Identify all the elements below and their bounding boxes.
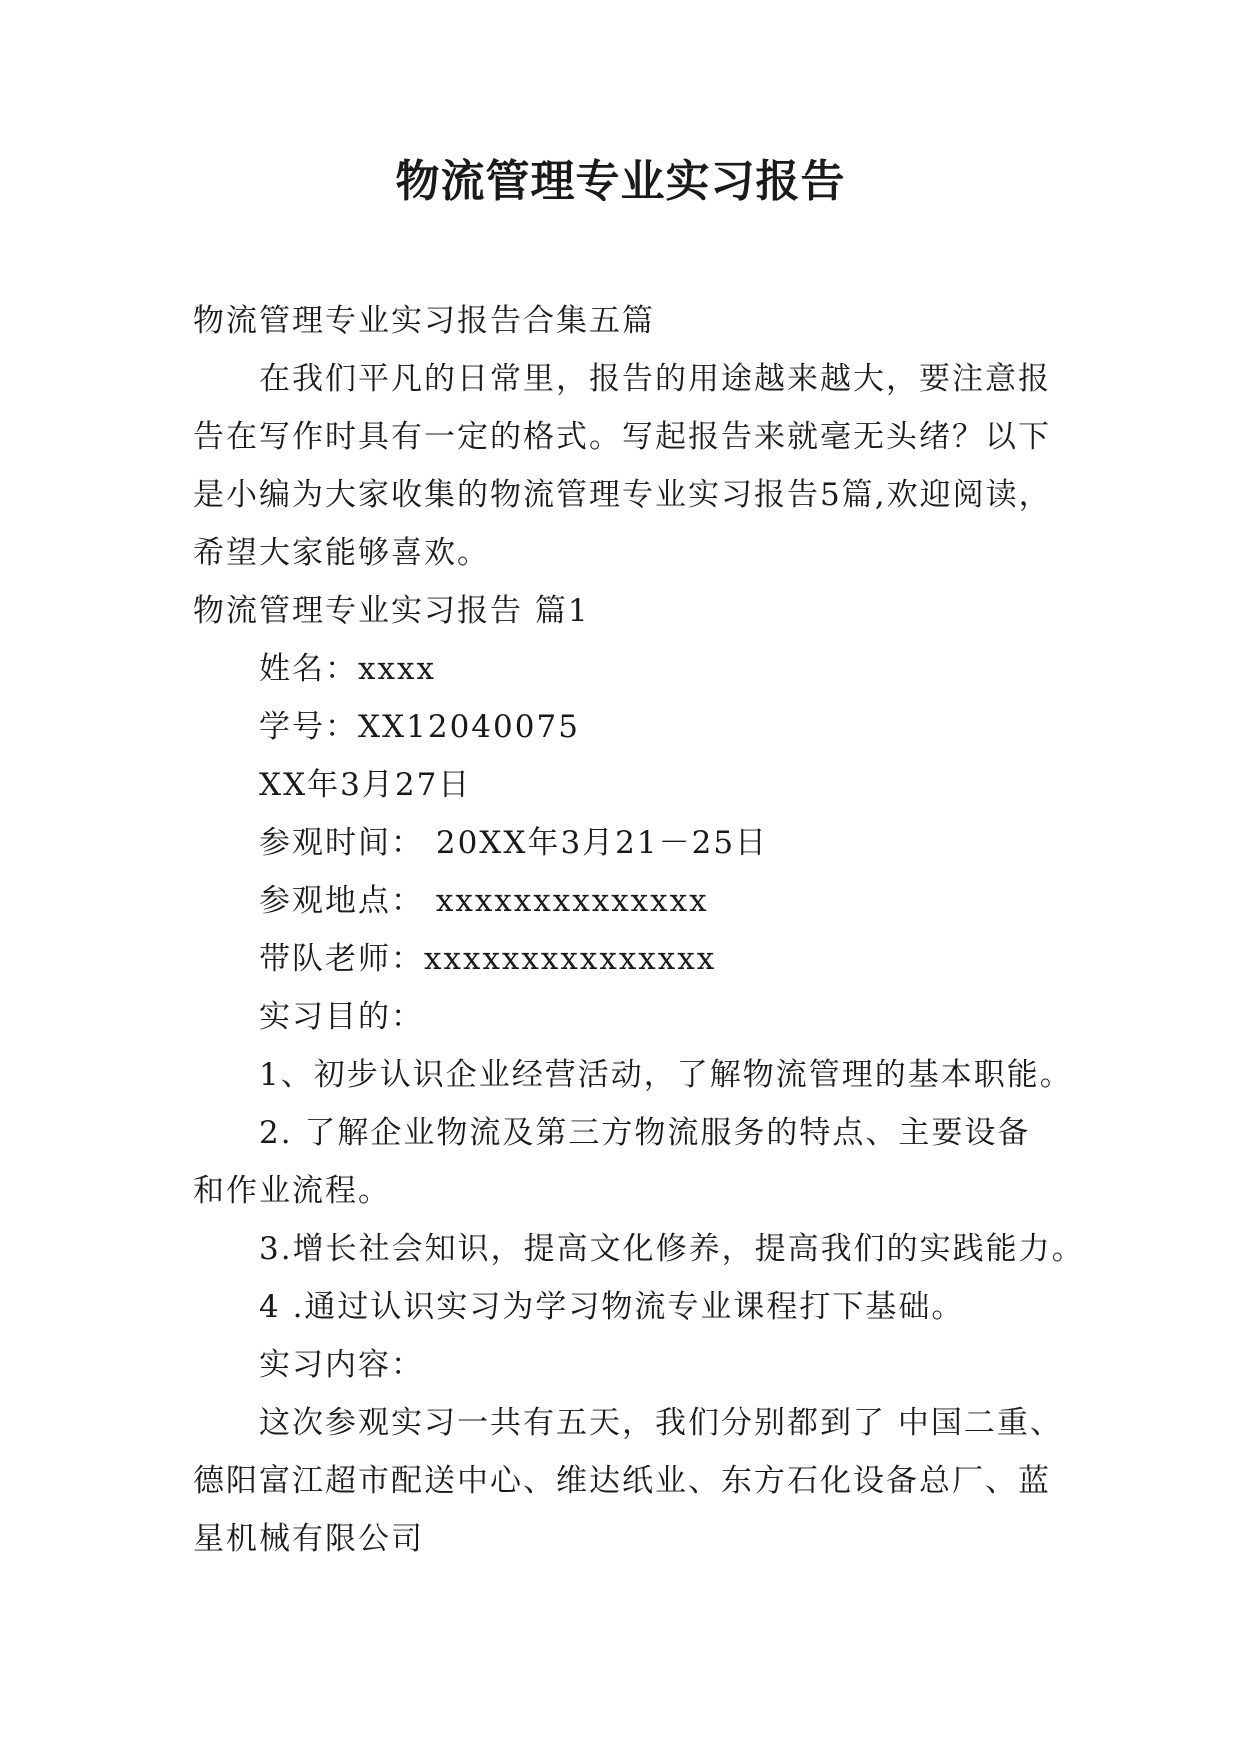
text-line: 德阳富江超市配送中心、维达纸业、东方石化设备总厂、蓝: [193, 1463, 1051, 1499]
text-line: 告在写作时具有一定的格式。写起报告来就毫无头绪？以下: [193, 419, 1051, 455]
text-line: 星机械有限公司: [193, 1521, 424, 1557]
text-line: 1、初步认识企业经营活动，了解物流管理的基本职能。: [259, 1057, 1073, 1093]
text-line: 带队老师：xxxxxxxxxxxxxxx: [259, 941, 717, 977]
text-line: 姓名：xxxx: [259, 651, 436, 687]
text-line: 这次参观实习一共有五天，我们分别都到了 中国二重、: [259, 1405, 1063, 1441]
text-line: 4 .通过认识实习为学习物流专业课程打下基础。: [259, 1289, 965, 1325]
text-line: 实习内容：: [259, 1347, 424, 1383]
document-body: [193, 292, 1085, 1568]
text-line: 参观时间： 20XX年3月21－25日: [259, 825, 769, 861]
text-line: 物流管理专业实习报告合集五篇: [193, 303, 655, 339]
text-line: 物流管理专业实习报告 篇1: [193, 593, 590, 629]
text-line: 学号：XX12040075: [259, 709, 580, 745]
text-line: 3.增长社会知识，提高文化修养，提高我们的实践能力。: [259, 1231, 1085, 1267]
text-line: 在我们平凡的日常里，报告的用途越来越大，要注意报: [259, 361, 1051, 397]
document-title: 物流管理专业实习报告: [395, 156, 846, 207]
text-line: 希望大家能够喜欢。: [193, 535, 490, 571]
text-line: 是小编为大家收集的物流管理专业实习报告5篇,欢迎阅读，: [193, 477, 1052, 513]
text-line: 和作业流程。: [193, 1173, 391, 1209]
text-line: XX年3月27日: [259, 767, 472, 803]
text-line: 参观地点： xxxxxxxxxxxxxx: [259, 883, 709, 919]
text-line: 实习目的：: [259, 999, 424, 1035]
text-line: 2. 了解企业物流及第三方物流服务的特点、主要设备: [259, 1115, 1031, 1151]
